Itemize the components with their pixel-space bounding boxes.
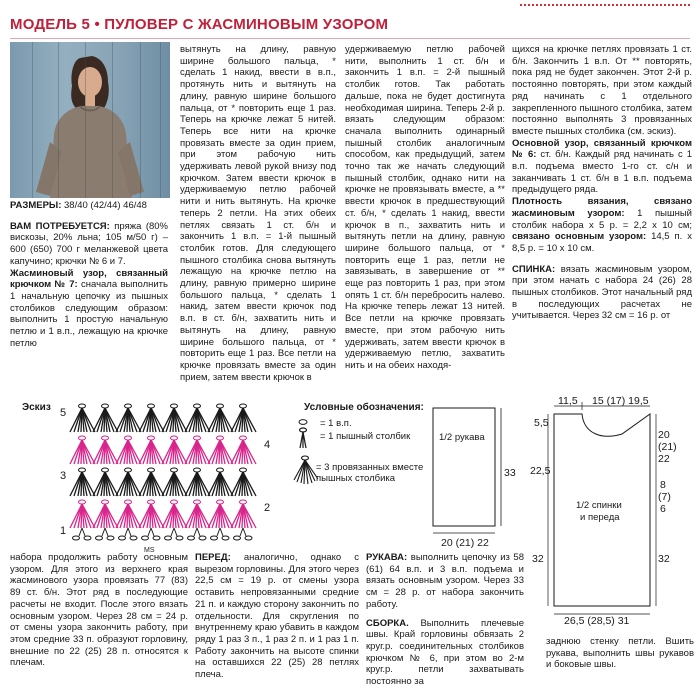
materials-value: пряжа (80% вискозы, 20% льна; 105 м/50 г) – 600 (650) 700 г меланжевой цвета капучино; крючки № 6 и 7. (10, 220, 168, 267)
row-number-5: 5 (60, 407, 67, 419)
density-value-1: 1 пышный столбик набора х 5 р. = 2,2 х 10 см; (512, 207, 692, 231)
top-side-dim: 11,5 (558, 395, 578, 407)
column-2-text: вытянуть на длину, равную ширине большого пальца, * сделать 1 накид, ввести в в.п., протянуть нить и вытянуть на длину, равную ширине большого пальца, от * повторить еще 1 раз. Теперь на крючке лежат 5 нитей. Теперь все нити на крючке провязать вместе за один прием, при этом рабочую нить удерживать левой рукой внизу под крючком. Затем ввести крючок в удерживаемую петлю рабочей нити и нить вытянуть. На крючке теперь 2 петли. На этих обеих петлях связать 1 ст. б/н и закончить 1 в.п. = 1-й пышный столбик готов. Для следующего пышного столбика снова вытянуть лежащую на крючке петлю на длину, равную примерно ширине большого пальца, * сделать 1 накид, затем ввести крючок под в.п. в ст. б/н, захватить нить и вытянуть на длину, равную ширине большого пальца, от * повторить еще 1 раз. Все петли на крючке провязать вместе за один прием, затем ввести крючок в (180, 44, 336, 383)
sleeves-label: РУКАВА: (366, 552, 408, 563)
row-number-4: 4 (264, 439, 271, 451)
assembly-label: СБОРКА. (366, 617, 409, 629)
text-column-4 (512, 44, 692, 322)
chain-icon (299, 420, 307, 425)
sleeve-height: 33 (504, 467, 516, 479)
model-figure (10, 42, 170, 198)
front-label: ПЕРЕД: (195, 552, 231, 563)
text-column-7 (366, 552, 524, 688)
puff-cluster-icon (294, 456, 318, 484)
legend-symbols (292, 414, 318, 494)
neck-depth-dim: 5,5 (534, 417, 549, 429)
legend-title: Условные обозначения: (304, 402, 424, 413)
right-mid-dim-2: (7) (658, 491, 671, 503)
legend-item-puff: = 1 пышный столбик (320, 431, 411, 442)
back-text: вязать жасминовым узором, при этом начать с набора 24 (26) 28 пышных столбиков. Этот начальный ряд в последующих расчетах не учитывается. Через 32 см = 16 р. от (512, 263, 692, 322)
text-column-3 (345, 44, 505, 372)
right-top-dim-1: 20 (658, 429, 670, 441)
jasmine-pattern-text: сначала выполнить 1 начальную цепочку из пышных столбиков следующим образом: выполнить 1 простую начальную петлю и 1 в.п., лежащую на крючке петлю (10, 279, 168, 349)
sleeve-schematic (425, 398, 525, 548)
density-label: Плотность вязания, связано жасминовым узором: (512, 196, 692, 219)
column-8-text: заднюю стенку петли. Вшить рукава, выполнить швы рукавов и боковые швы. (546, 636, 694, 671)
puff-stitch-icon (300, 428, 307, 448)
body-schematic (530, 394, 698, 626)
text-column-5 (10, 552, 188, 669)
assembly-text: Выполнить плечевые швы. Край горловины обвязать 2 круг.р. соединительных столбиков крючком № 6, при этом во 2-м круг.р. петли захватывать постоянно за (366, 617, 524, 688)
main-pattern-label: Основной узор, связанный крючком № 6: (512, 137, 692, 161)
header-divider (10, 38, 690, 39)
text-column-8 (546, 636, 694, 671)
text-column-1 (10, 200, 168, 349)
body-name-1: 1/2 спинки (576, 500, 622, 511)
sketch-title: Эскиз (22, 402, 51, 413)
sizes-value: 38/40 (42/44) 46/48 (61, 200, 147, 211)
column-5-text: набора продолжить работу основным узором. Для этого из верхнего края жасминового узора провязать 77 (83) 89 ст. б/н. Этот ряд в последующие расчеты не входит. После этого вязать основным узором. Через 28 см = 24 р. от смены узора закончить работу, при этом средние 33 п. образуют горловину, внешние по 22 (25) 28 п. относятся к плечам. (10, 552, 188, 669)
sizes-label: РАЗМЕРЫ: (10, 200, 62, 211)
top-neck-dim: 15 (17) 19,5 (592, 395, 649, 407)
row-number-2: 2 (264, 502, 271, 514)
row-number-1: 1 (60, 525, 67, 537)
photo-model (10, 42, 170, 198)
right-mid-dim-1: 8 (660, 479, 666, 491)
sleeve-name: 1/2 рукава (439, 432, 485, 443)
materials-label: ВАМ ПОТРЕБУЕТСЯ: (10, 220, 110, 232)
ms-label: MS (144, 547, 155, 554)
column-3-text: удерживаемую петлю рабочей нити, выполнить 1 ст. б/н и закончить 1 в.п. = 2-й пышный столбик готов. Так работать дальше, пока не будет достигнута необходимая ширина. Теперь 2-й р. вязать следующим образом: сначала выполнить одинарный пышный столбик аналогичным способом, как предыдущий, затем точно так же начать следующий пышный столбик, однако нити на крючке не провязывать вместе, а ** ввести крючок в предшествующий ст. б/н, * сделать 1 накид, ввести крючок в п., захватить нить и вытянуть петли на длину, равную ширине большого пальца, от * повторить еще 1 раз, петли не зaвязывать, в завершение от ** еще раз повторить 1 раз, при этом опять 1 ст. б/н перебросить налево. На крючке теперь лежат 13 нитей. Все петли на крючке провязать вместе, при этом рабочую нить удерживать, затем ввести крючок в удерживаемую петлю, захватить нить и на обеих находя- (345, 44, 505, 371)
right-bottom-dim: 32 (658, 553, 670, 565)
density-value-2: 14,5 п. х 8,5 р. = 10 х 10 см. (512, 231, 692, 254)
right-top-dim-2: (21) (658, 441, 677, 453)
sleeve-width: 20 (21) 22 (441, 537, 489, 548)
jasmine-pattern-label: Жасминовый узор, связанный крючком № 7: (10, 267, 168, 291)
body-width-dim: 26,5 (28,5) 31 (564, 615, 630, 626)
page-title: МОДЕЛЬ 5 • ПУЛОВЕР С ЖАСМИНОВЫМ УЗОРОМ (10, 16, 389, 33)
column-4-text: щихся на крючке петлях провязать 1 ст. б/н. Закончить 1 в.п. От ** повторять, пока ряд не будет закончен. Этот 2-й р. постоянно повторять, при этом каждый ряд начинать с 1 отдельного закрепленного пышного столбика, затем постоянно выполнять 3 провязанных вместе пышных столбика (см. эскиз). (512, 44, 692, 137)
text-column-2 (180, 44, 336, 383)
legend-item-chain: = 1 в.п. (320, 418, 352, 429)
right-top-dim-3: 22 (658, 453, 670, 465)
text-column-6 (195, 552, 359, 681)
main-pattern-text: ст. б/н. Каждый ряд начинать с 1 в.п. подъема вместо 1-го ст. с/н и заканчивать 1 ст. б/н в 1 в.п. подъема предыдущего ряда. (512, 149, 692, 196)
sleeves-text: выполнить цепочку из 58 (61) 64 в.п. и 3 в.п. подъема и вязать основным узором. Через 33 см = 28 р. от набора закончить работу. (366, 552, 524, 610)
left-bottom-dim: 32 (532, 553, 544, 565)
body-name-2: и переда (580, 512, 620, 523)
crochet-chart (64, 396, 274, 556)
legend-item-cluster: = 3 провязанных вместе пышных столбика (316, 462, 424, 484)
front-text: аналогично, однако с вырезом горловины. Для этого через 22,5 см = 19 р. от смены узора оставить непровязанными средние 21 п. и каждую сторону закончить по отдельности. Для скругления по внутреннему краю убавить в каждом ряду 1 раз 3 п., 1 раз 2 п. и 1 раз 1 п. Работу закончить на высоте спинки на оставшихся 22 (25) 28 петлях плеча. (195, 552, 359, 681)
right-mid-dim-3: 6 (660, 503, 666, 515)
row-number-3: 3 (60, 470, 67, 482)
header-decoration (520, 4, 690, 10)
back-label: СПИНКА: (512, 263, 556, 275)
armhole-dim: 22,5 (530, 465, 551, 477)
density-label-2: связано основным узором: (512, 231, 647, 243)
